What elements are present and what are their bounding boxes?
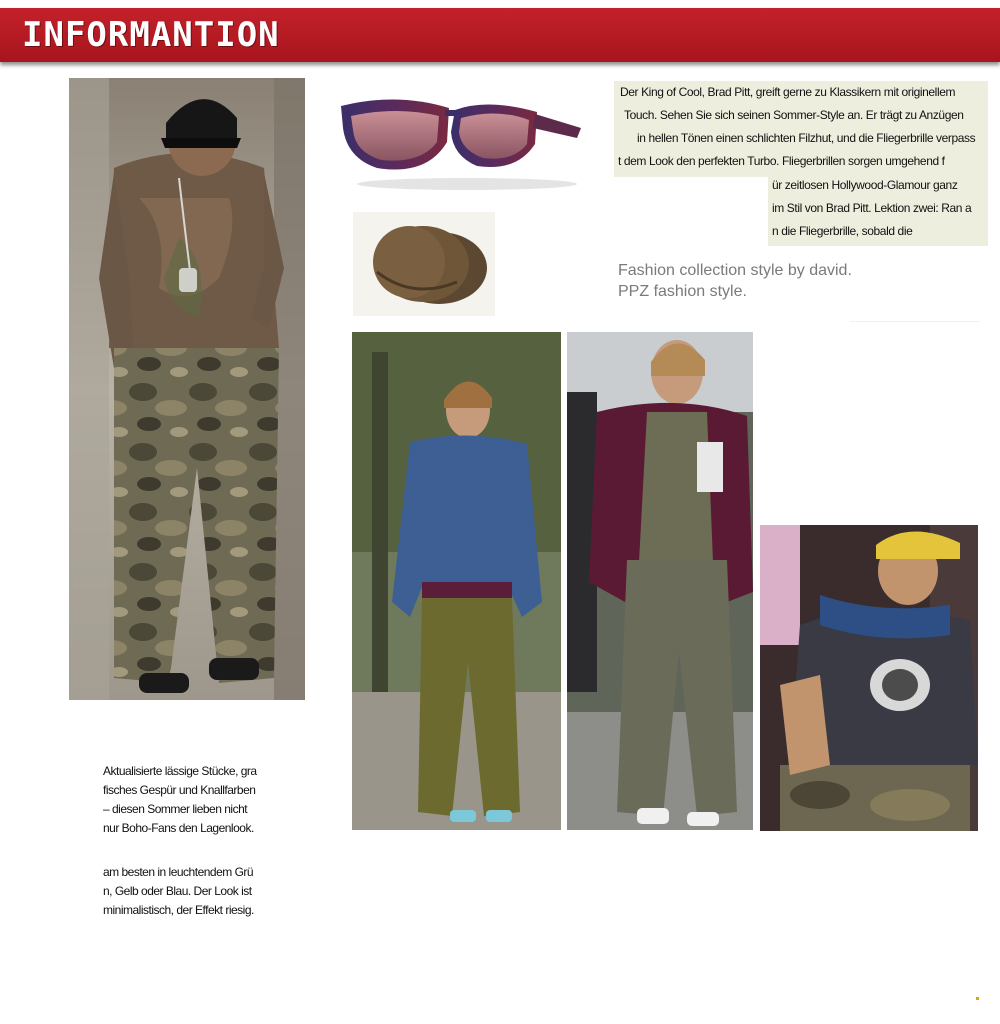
- left-p1-line-1: Aktualisierte lässige Stücke, gra: [103, 764, 257, 778]
- left-paragraph-1: [103, 762, 257, 838]
- sunglasses-product: [337, 84, 585, 196]
- photo-man-maroon-hoodie: [567, 332, 753, 830]
- left-p1-line-2: fisches Gespür und Knallfarben: [103, 783, 256, 797]
- intro-line-3: in hellen Tönen einen schlichten Filzhut, und die Fliegerbrille verpass: [637, 131, 976, 145]
- photo-man-yellow-cap: [760, 525, 978, 831]
- divider: [850, 321, 980, 322]
- corner-mark: [976, 997, 979, 1000]
- photo-man-black-cap-camo: [69, 78, 305, 700]
- intro-line-7: n die Fliegerbrille, sobald die: [772, 224, 913, 238]
- left-p1-line-3: – diesen Sommer lieben nicht: [103, 802, 248, 816]
- left-p2-line-1: am besten in leuchtendem Grü: [103, 865, 254, 879]
- fashion-caption: [618, 260, 852, 302]
- intro-line-1: Der King of Cool, Brad Pitt, greift gerne zu Klassikern mit originellem: [620, 85, 956, 99]
- caption-line-2: PPZ fashion style.: [618, 283, 747, 300]
- left-paragraph-2: [103, 863, 254, 920]
- cap-product: [353, 212, 495, 316]
- intro-text-block-continued: [768, 174, 988, 246]
- intro-line-6: im Stil von Brad Pitt. Lektion zwei: Ran a: [772, 201, 972, 215]
- left-p2-line-3: minimalistisch, der Effekt riesig.: [103, 903, 254, 917]
- left-p2-line-2: n, Gelb oder Blau. Der Look ist: [103, 884, 252, 898]
- caption-line-1: Fashion collection style by david.: [618, 262, 852, 279]
- photo-man-denim-jacket: [352, 332, 561, 830]
- header-banner: [0, 8, 1000, 62]
- intro-line-5: ür zeitlosen Hollywood-Glamour ganz: [772, 178, 958, 192]
- banner-title: INFORMANTION: [22, 15, 280, 55]
- intro-line-4: t dem Look den perfekten Turbo. Fliegerbrillen sorgen umgehend f: [618, 154, 945, 168]
- intro-line-2: Touch. Sehen Sie sich seinen Sommer-Style an. Er trägt zu Anzügen: [624, 108, 964, 122]
- intro-text-block: [614, 81, 988, 177]
- left-p1-line-4: nur Boho-Fans den Lagenlook.: [103, 821, 254, 835]
